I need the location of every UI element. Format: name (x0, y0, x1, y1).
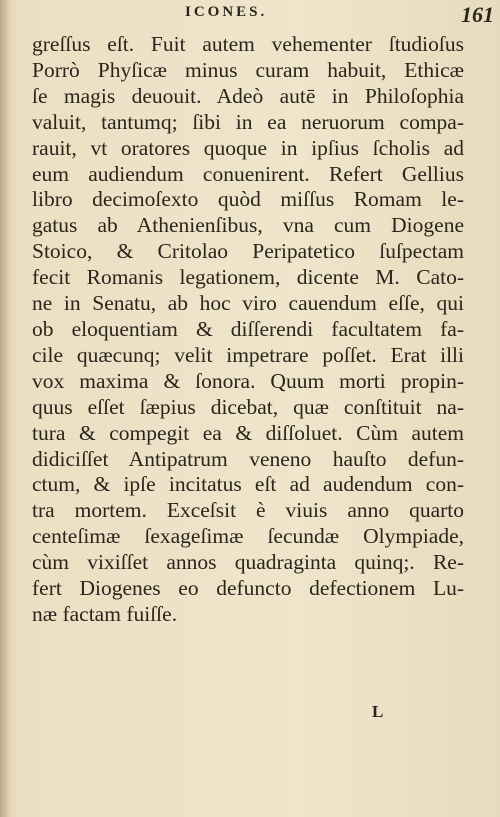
body-text (32, 32, 464, 628)
text-line: rauit, vt oratores quoque in ipſius ſcholis ad (32, 135, 464, 160)
text-line: tra mortem. Exceſsit è viuis anno quarto (32, 498, 464, 523)
text-line: ob eloquentiam & diſſerendi facultatem fa- (32, 316, 464, 341)
text-line: næ factam fuiſſe. (32, 601, 178, 626)
text-line: libro decimoſexto quòd miſſus Romam le- (32, 187, 464, 212)
signature-mark: L (372, 702, 384, 721)
text-line: didiciſſet Antipatrum veneno hauſto defun- (32, 446, 464, 471)
running-head: ICONES. (185, 4, 268, 20)
text-line: eum audiendum conuenirent. Refert Gellius (32, 161, 464, 186)
text-line: ctum, & ipſe incitatus eſt ad audendum con- (32, 472, 464, 497)
text-line: centeſimæ ſexageſimæ ſecundæ Olympiade, (32, 524, 464, 549)
text-line: cile quæcunq; velit impetrare poſſet. Erat illi (32, 342, 464, 367)
text-line: fecit Romanis legationem, dicente M. Cato- (32, 265, 464, 290)
text-line: gatus ab Athenienſibus, vna cum Diogene (32, 213, 464, 238)
text-line: ſe magis deuouit. Adeò autē in Philoſophia (32, 83, 464, 108)
text-line: vox maxima & ſonora. Quum morti propin- (32, 368, 464, 393)
page-header (0, 2, 500, 28)
text-line: quus eſſet ſæpius dicebat, quæ conſtituit na- (32, 394, 464, 419)
text-line: Stoico, & Critolao Peripatetico ſuſpectam (32, 239, 464, 264)
gutter-shadow (0, 0, 10, 817)
text-line: greſſus eſt. Fuit autem vehementer ſtudioſus (32, 32, 464, 56)
text-line: tura & compegit ea & diſſoluet. Cùm autem (32, 420, 464, 445)
text-line: valuit, tantumq; ſibi in ea neruorum compa- (32, 109, 464, 134)
page-number: 161 (461, 2, 494, 27)
text-line: Porrò Phyſicæ minus curam habuit, Ethicæ (32, 57, 464, 82)
text-line: ne in Senatu, ab hoc viro cauendum eſſe, qui (32, 291, 464, 316)
text-line: cùm vixiſſet annos quadraginta quinq;. Re- (32, 550, 464, 575)
text-line: fert Diogenes eo defuncto defectionem Lu- (32, 576, 464, 601)
